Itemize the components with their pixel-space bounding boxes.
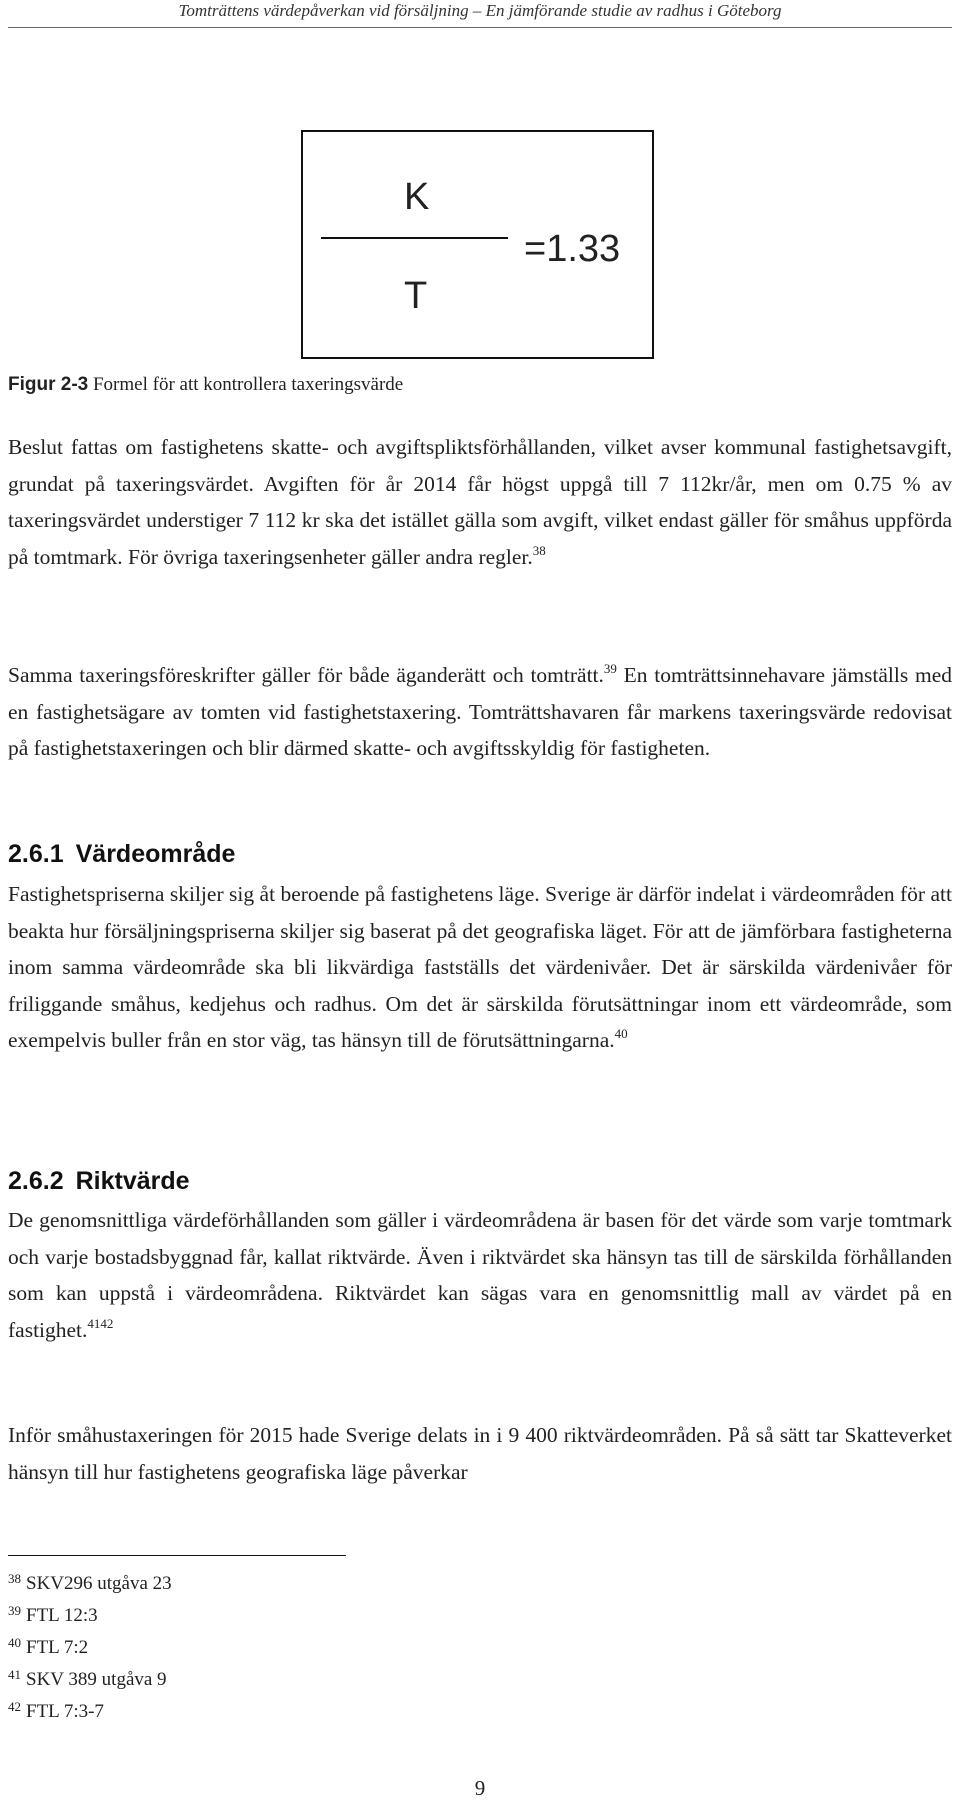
footnote-ref: 38 (532, 542, 546, 558)
paragraph-text: En tomträttsinnehavare jämställs med en fastighetsägare av tomten vid fastighetstaxering. Tomträttshavaren får markens taxeringsvärde redovisat på fastighetstaxeringen och blir därmed skatte- och avgiftsskyldig för fastigheten. (8, 663, 953, 760)
section-heading-riktvarde (8, 1167, 190, 1196)
paragraph-text: Fastighetspriserna skiljer sig åt beroende på fastighetens läge. Sverige är därför indelat i värdeområden för att beakta hur försäljningspriserna skiljer sig baserat på det geografiska läget. För att de jämförbara fastigheterna inom samma värdeområde ska bli likvärdiga fastställs det värdenivåer. Det är särskilda värdenivåer för friliggande småhus, kedjehus och radhus. Om det är särskilda förutsättningar inom ett värdeområde, som exempelvis buller från en stor väg, tas hänsyn till de förutsättningarna. (8, 882, 952, 1052)
formula-result: =1.33 (524, 228, 621, 270)
formula-denominator: T (404, 275, 428, 317)
section-title: Riktvärde (75, 1167, 190, 1195)
footnote-ref: 4142 (87, 1315, 114, 1331)
paragraph-text: Inför småhustaxeringen för 2015 hade Sverige delats in i 9 400 riktvärdeområden. På så sätt tar Skatteverket hänsyn till hur fastighetens geografiska läge påverkar (8, 1423, 952, 1484)
header-divider (8, 27, 952, 28)
paragraph-value-areas (8, 876, 952, 1059)
paragraph-leasehold (8, 657, 952, 767)
section-number: 2.6.2 (8, 1167, 64, 1195)
formula-figure (301, 130, 654, 359)
paragraph-small-house-taxation (8, 1417, 952, 1490)
footnote-text: SKV296 utgåva 23 (26, 1573, 172, 1594)
section-number: 2.6.1 (8, 840, 64, 868)
running-header: Tomträttens värdepåverkan vid försäljning – En jämförande studie av radhus i Göteborg (178, 1, 782, 20)
formula-numerator: K (404, 176, 430, 218)
section-title: Värdeområde (75, 840, 236, 868)
footnote-number: 40 (8, 1635, 21, 1650)
footnote (8, 1597, 172, 1629)
footnote-number: 42 (8, 1699, 21, 1714)
figure-label: Figur 2-3 (8, 374, 89, 395)
footnote-number: 39 (8, 1603, 21, 1618)
paragraph-guide-value (8, 1202, 952, 1348)
paragraph-tax-decision (8, 429, 952, 575)
footnotes (8, 1565, 172, 1725)
figure-text: Formel för att kontrollera taxeringsvärde (92, 374, 404, 395)
footnote (8, 1661, 172, 1693)
footnote (8, 1693, 172, 1725)
paragraph-text: Samma taxeringsföreskrifter gäller för både äganderätt och tomträtt. (8, 663, 604, 687)
section-heading-vardeomrade (8, 840, 235, 869)
paragraph-text: De genomsnittliga värdeförhållanden som gäller i värdeområdena är basen för det värde som varje tomtmark och varje bostadsbyggnad får, kallat riktvärde. Även i riktvärdet ska hänsyn tas till de särskilda förhållanden som kan uppstå i värdeområdena. Riktvärdet kan sägas vara en genomsnittlig mall av värdet på en fastighet. (8, 1208, 952, 1342)
footnote-divider (8, 1555, 346, 1556)
footnote-text: FTL 7:2 (26, 1637, 89, 1658)
footnote-ref: 40 (614, 1026, 628, 1041)
footnote-number: 41 (8, 1667, 21, 1682)
footnote-ref: 39 (603, 661, 617, 676)
figure-caption (8, 374, 403, 396)
footnote-text: SKV 389 utgåva 9 (26, 1669, 167, 1690)
footnote (8, 1629, 172, 1661)
footnote-text: FTL 7:3-7 (26, 1701, 104, 1722)
footnote-text: FTL 12:3 (26, 1605, 98, 1626)
footnote-number: 38 (8, 1571, 21, 1586)
fraction-line (321, 237, 508, 239)
footnote (8, 1565, 172, 1597)
paragraph-text: Beslut fattas om fastighetens skatte- och avgiftspliktsförhållanden, vilket avser kommunal fastighetsavgift, grundat på taxeringsvärdet. Avgiften för år 2014 får högst uppgå till 7 112kr/år, men om 0.75 % av taxeringsvärdet understiger 7 112 kr ska det istället gälla som avgift, vilket endast gäller för småhus uppförda på tomtmark. För övriga taxeringsenheter gäller andra regler. (8, 435, 952, 569)
page-number: 9 (474, 1776, 486, 1800)
